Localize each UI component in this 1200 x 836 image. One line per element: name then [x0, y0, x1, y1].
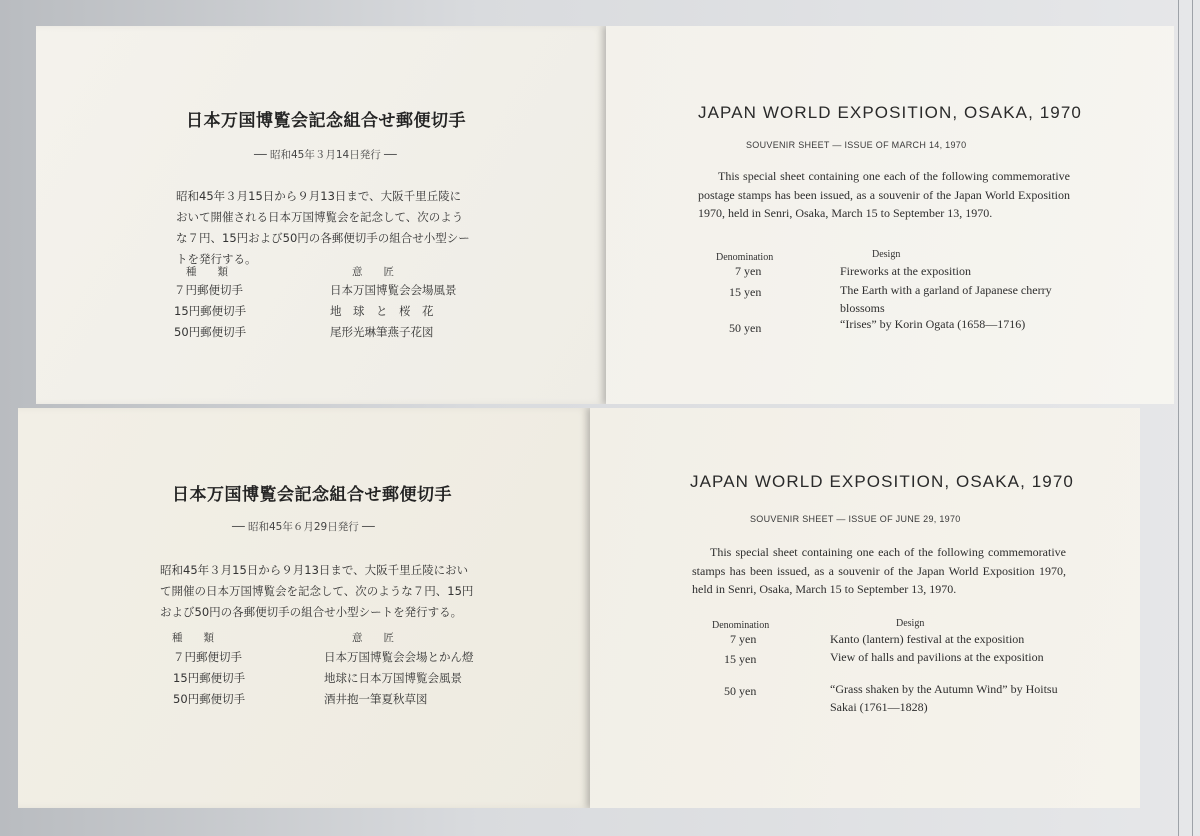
stamp-kind: ７円郵便切手: [173, 650, 242, 664]
column-header-denomination: Denomination: [716, 252, 774, 263]
denomination: 15 yen: [724, 652, 757, 666]
stamp-kind: ７円郵便切手: [174, 283, 243, 297]
english-subtitle: SOUVENIR SHEET — ISSUE OF JUNE 29, 1970: [750, 514, 961, 524]
english-panel: [590, 408, 1140, 808]
denomination: 15 yen: [729, 285, 762, 299]
stamp-design: 酒井抱一筆夏秋草図: [324, 692, 428, 706]
stamp-design: 日本万国博覧会会場とかん燈: [324, 650, 474, 664]
japanese-issue-date: ── 昭和45年６月29日発行 ──: [232, 521, 375, 533]
english-title: JAPAN WORLD EXPOSITION, OSAKA, 1970: [698, 103, 1082, 122]
stamp-design: 尾形光琳筆燕子花図: [330, 325, 434, 339]
design: “Irises” by Korin Ogata (1658—1716): [840, 317, 1026, 331]
background-edge: [1192, 0, 1193, 836]
stamp-kind: 15円郵便切手: [173, 671, 246, 685]
english-subtitle: SOUVENIR SHEET — ISSUE OF MARCH 14, 1970: [746, 140, 967, 150]
denomination: 50 yen: [724, 684, 757, 698]
english-panel: [606, 26, 1174, 404]
denomination: 7 yen: [735, 264, 762, 278]
background-edge: [1178, 0, 1179, 836]
column-header-design: 意 匠: [352, 266, 394, 278]
english-description: This special sheet containing one each of the following commemorative postage stamps has been issued, as a souvenir of the Japan World Exposition 1970, held in Senri, Osaka, March 15 to September 13, 1970.: [698, 169, 1070, 220]
denomination: 7 yen: [730, 632, 757, 646]
stamp-design: 日本万国博覧会会場風景: [330, 283, 457, 297]
souvenir-folder-march: [36, 26, 1174, 404]
japanese-title: 日本万国博覧会記念組合せ郵便切手: [172, 485, 452, 505]
stamp-kind: 50円郵便切手: [173, 692, 246, 706]
column-header-design: Design: [896, 618, 925, 629]
design: View of halls and pavilions at the exposition: [830, 650, 1044, 664]
column-header-kind: 種 類: [186, 266, 228, 278]
stamp-design: 地球に日本万国博覧会風景: [324, 671, 462, 685]
design: “Grass shaken by the Autumn Wind” by Hoitsu Sakai (1761—1828): [830, 682, 1058, 714]
japanese-panel: [18, 408, 590, 808]
design: Fireworks at the exposition: [840, 264, 971, 278]
column-header-denomination: Denomination: [712, 620, 770, 631]
design: Kanto (lantern) festival at the exposition: [830, 632, 1025, 646]
japanese-description: 昭和45年３月15日から９月13日まで、大阪千里丘陵において開催の日本万国博覧会を記念して、次のような７円、15円および50円の各郵便切手の組合せ小型シートを発行する。: [160, 563, 474, 619]
stamp-kind: 15円郵便切手: [174, 304, 247, 318]
stamp-kind: 50円郵便切手: [174, 325, 247, 339]
column-header-design: 意 匠: [352, 632, 394, 644]
stamp-design: 地 球 と 桜 花: [330, 304, 434, 318]
design: The Earth with a garland of Japanese cherry blossoms: [840, 283, 1052, 315]
english-title: JAPAN WORLD EXPOSITION, OSAKA, 1970: [690, 472, 1074, 491]
japanese-title: 日本万国博覧会記念組合せ郵便切手: [186, 111, 466, 131]
japanese-panel: [36, 26, 606, 404]
column-header-kind: 種 類: [172, 632, 214, 644]
japanese-issue-date: ── 昭和45年３月14日発行 ──: [254, 149, 397, 161]
japanese-description: 昭和45年３月15日から９月13日まで、大阪千里丘陵において開催される日本万国博覧会を記念して、次のような７円、15円および50円の各郵便切手の組合せ小型シートを発行する。: [176, 189, 470, 266]
column-header-design: Design: [872, 249, 901, 260]
denomination: 50 yen: [729, 321, 762, 335]
souvenir-folder-june: [18, 408, 1140, 808]
english-description: This special sheet containing one each of the following commemorative stamps has been issued, as a souvenir of the Japan World Exposition 1970, held in Senri, Osaka, March 15 to September 13, 1970.: [692, 545, 1066, 596]
